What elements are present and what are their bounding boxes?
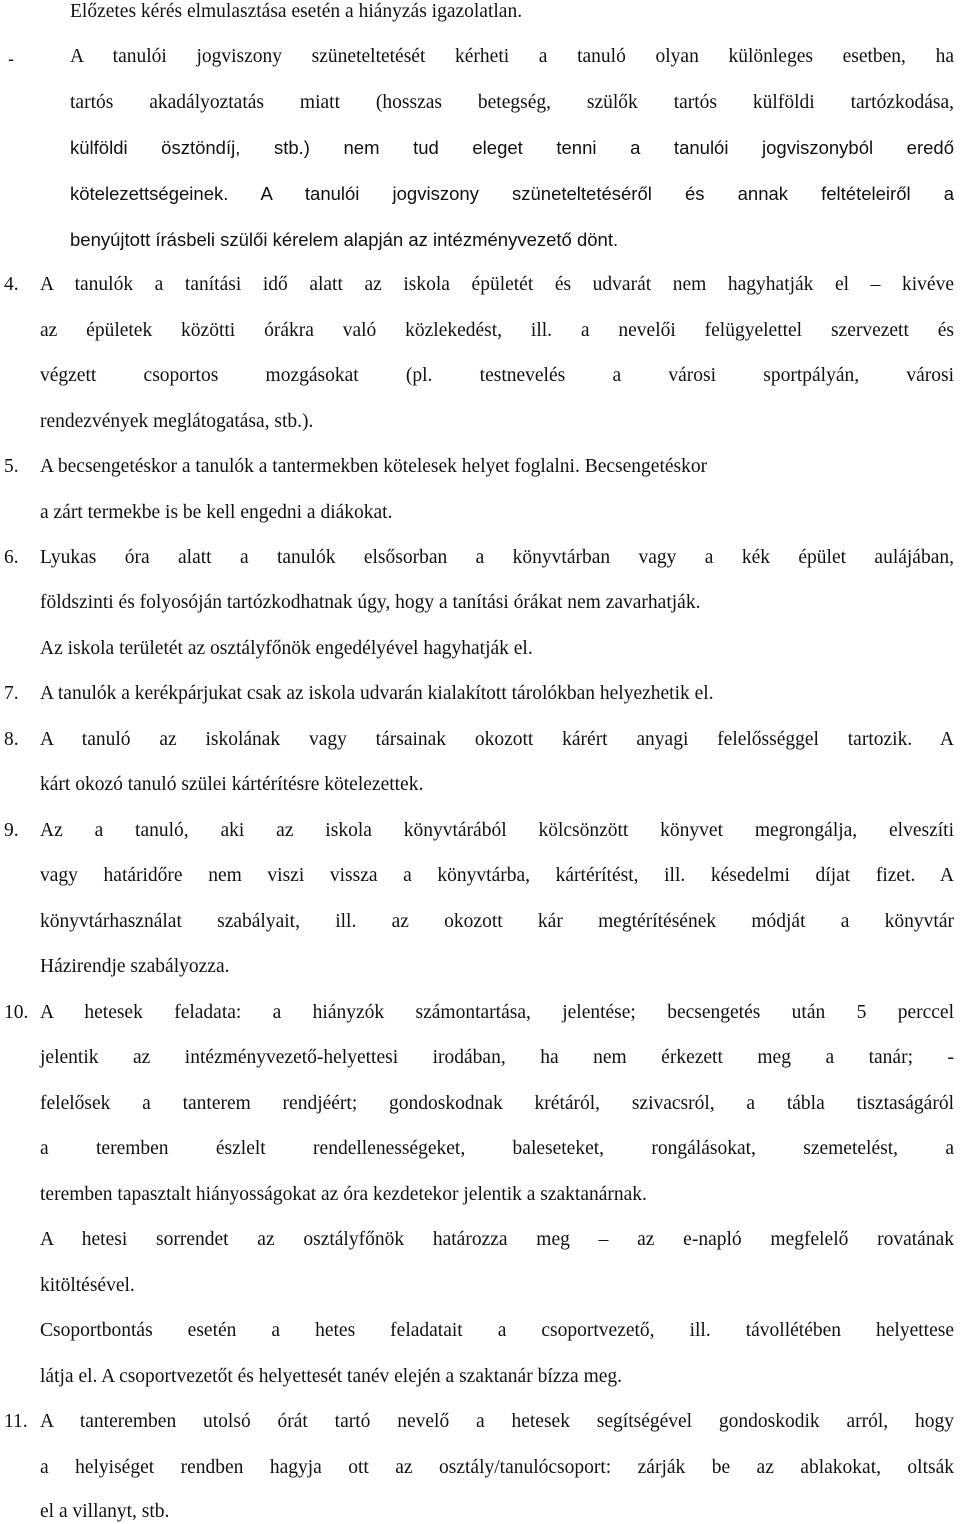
text-line: kárt okozó tanuló szülei kártérítésre kötelezettek. — [40, 774, 424, 795]
list-number: 10. — [4, 1002, 29, 1023]
text-line: felelősek a tanterem rendjéért; gondoskodnak krétáról, szivacsról, a tábla tisztaságáról — [40, 1093, 954, 1114]
text-line: végzett csoportos mozgásokat (pl. testnevelés a városi sportpályán, városi — [40, 365, 954, 386]
text-line: a zárt termekbe is be kell engedni a diákokat. — [40, 502, 393, 523]
text-line: vagy határidőre nem viszi vissza a könyvtárba, kártérítést, ill. késedelmi díjat fizet. A — [40, 865, 954, 886]
text-line: látja el. A csoportvezetőt és helyettesét tanév elején a szaktanár bízza meg. — [40, 1366, 623, 1387]
list-number: 7. — [4, 683, 19, 704]
list-number: 11. — [4, 1411, 28, 1432]
text-line: az épületek közötti órákra való közlekedést, ill. a nevelői felügyelettel szervezett és — [40, 320, 954, 341]
list-number: 6. — [4, 547, 19, 568]
text-line: A tanuló az iskolának vagy társainak okozott kárért anyagi felelősséggel tartozik. A — [40, 729, 954, 750]
text-line: rendezvények meglátogatása, stb.). — [40, 411, 314, 432]
list-number: 8. — [4, 729, 19, 750]
text-line: A hetesi sorrendet az osztályfőnök határozza meg – az e-napló megfelelő rovatának — [40, 1229, 954, 1250]
text-line: Csoportbontás esetén a hetes feladatait a csoportvezető, ill. távollétében helyettese — [40, 1320, 954, 1341]
text-line: Az iskola területét az osztályfőnök engedélyével hagyhatják el. — [40, 638, 533, 659]
list-number: 9. — [4, 820, 19, 841]
text-line: tartós akadályoztatás miatt (hosszas betegség, szülők tartós külföldi tartózkodása, — [70, 92, 954, 113]
text-line: Lyukas óra alatt a tanulók elsősorban a könyvtárban vagy a kék épület aulájában, — [40, 547, 954, 568]
text-line: Házirendje szabályozza. — [40, 956, 230, 977]
text-line: A tanulói jogviszony szüneteltetését kérheti a tanuló olyan különleges esetben, ha — [70, 46, 954, 67]
text-line: jelentik az intézményvezető-helyettesi irodában, ha nem érkezett meg a tanár; - — [40, 1047, 954, 1068]
text-line: könyvtárhasználat szabályait, ill. az okozott kár megtérítésének módját a könyvtár — [40, 911, 954, 932]
text-line: benyújtott írásbeli szülői kérelem alapján az intézményvezető dönt. — [70, 229, 619, 250]
text-line: a teremben észlelt rendellenességeket, baleseteket, rongálásokat, szemetelést, a — [40, 1138, 954, 1159]
text-line: A becsengetéskor a tanulók a tantermekben kötelesek helyet foglalni. Becsengetéskor — [40, 456, 708, 477]
text-line: A tanulók a kerékpárjukat csak az iskola udvarán kialakított tárolókban helyezhetik el. — [40, 683, 714, 704]
text-line: teremben tapasztalt hiányosságokat az óra kezdetekor jelentik a szaktanárnak. — [40, 1184, 647, 1205]
text-line: el a villanyt, stb. — [40, 1501, 170, 1522]
text-line: A tanulók a tanítási idő alatt az iskola épületét és udvarát nem hagyhatják el – kivéve — [40, 274, 954, 295]
list-number: 4. — [4, 274, 19, 295]
list-number: 5. — [4, 456, 19, 477]
text-line: földszinti és folyosóján tartózkodhatnak úgy, hogy a tanítási órákat nem zavarhatják. — [40, 592, 701, 613]
text-line: kitöltésével. — [40, 1275, 135, 1296]
list-dash: - — [8, 48, 15, 69]
text-line: Az a tanuló, aki az iskola könyvtárából kölcsönzött könyvet megrongálja, elveszíti — [40, 820, 954, 841]
text-line: A hetesek feladata: a hiányzók számontartása, jelentése; becsengetés után 5 perccel — [40, 1002, 954, 1023]
text-line: Előzetes kérés elmulasztása esetén a hiányzás igazolatlan. — [70, 1, 523, 22]
text-line: a helyiséget rendben hagyja ott az osztály/tanulócsoport: zárják be az ablakokat, oltsák — [40, 1457, 954, 1478]
text-line: kötelezettségeinek. A tanulói jogviszony szüneteltetéséről és annak feltételeiről a — [70, 183, 954, 204]
text-line: A tanteremben utolsó órát tartó nevelő a hetesek segítségével gondoskodik arról, hogy — [40, 1411, 954, 1432]
text-line: külföldi ösztöndíj, stb.) nem tud eleget tenni a tanulói jogviszonyból eredő — [70, 137, 954, 158]
